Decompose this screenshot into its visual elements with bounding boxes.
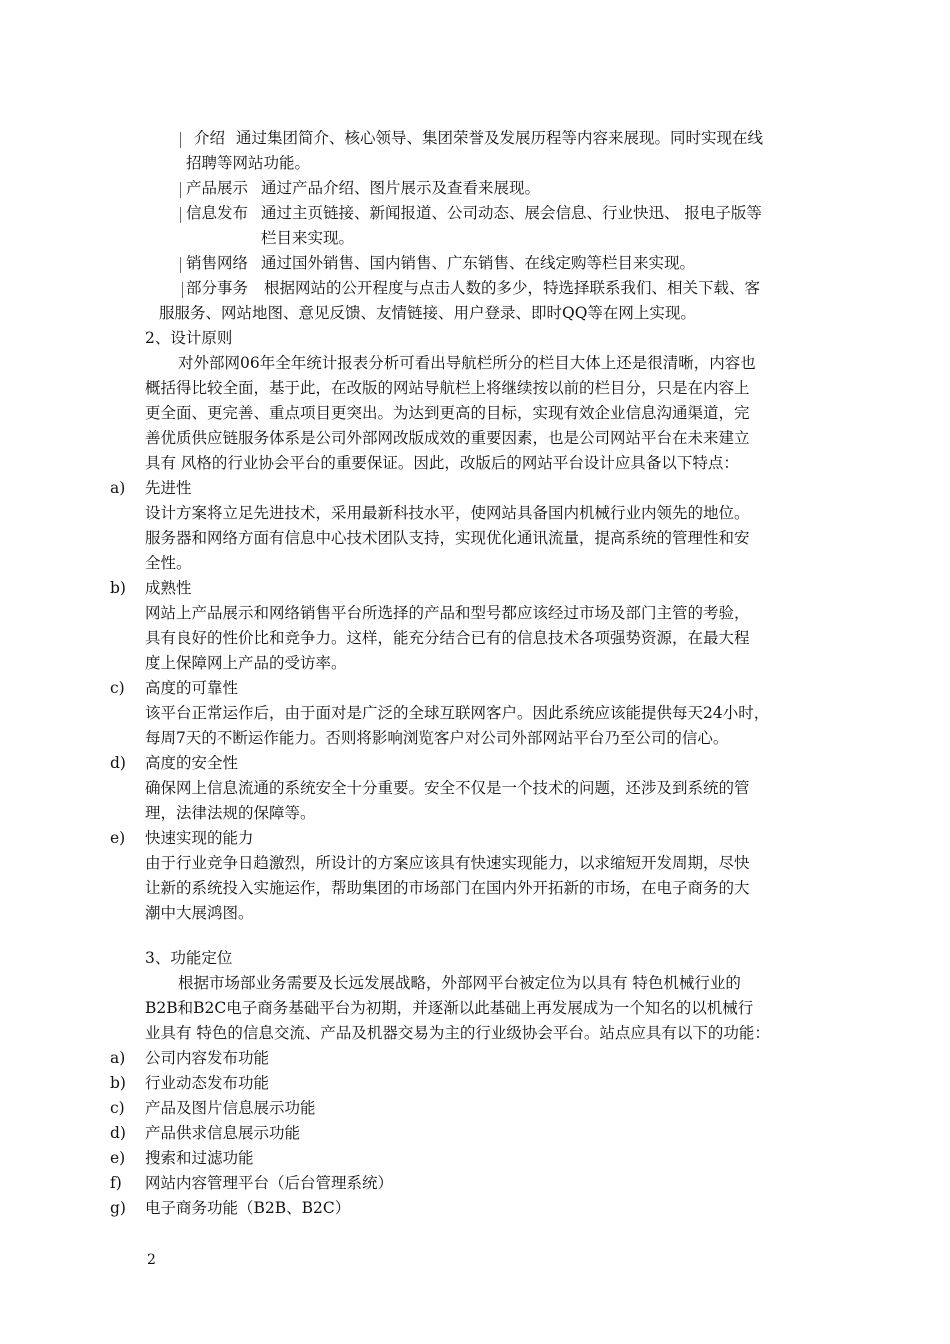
paragraph-line: 该平台正常运作后，由于面对是广泛的全球互联网客户。因此系统应该能提供每天24小时， — [145, 704, 770, 722]
list-item: 公司内容发布功能 — [145, 1049, 270, 1067]
list-marker: g) — [110, 1199, 126, 1217]
module-description: 服服务、网站地图、意见反馈、友情链接、用户登录、即时QQ等在网上实现。 — [159, 304, 696, 322]
list-item-title: 快速实现的能力 — [145, 829, 254, 847]
list-marker: b) — [110, 579, 126, 597]
module-marker — [180, 132, 181, 148]
paragraph-line: 度上保障网上产品的受访率。 — [145, 654, 347, 672]
module-marker — [182, 282, 183, 298]
paragraph-line: 服务器和网络方面有信息中心技术团队支持，实现优化通讯流量，提高系统的管理性和安 — [145, 529, 750, 547]
list-marker: a) — [110, 1049, 126, 1067]
paragraph-line: 全性。 — [145, 554, 192, 572]
module-description: 根据网站的公开程度与点击人数的多少，特选择联系我们、相关下载、客 — [264, 279, 761, 297]
module-marker — [180, 207, 181, 223]
module-description: 通过国外销售、国内销售、广东销售、在线定购等栏目来实现。 — [261, 254, 696, 272]
list-item: 电子商务功能（B2B、B2C） — [145, 1199, 351, 1217]
list-marker: c) — [110, 679, 125, 697]
list-item-title: 先进性 — [145, 479, 192, 497]
module-description: 通过产品介绍、图片展示及查看来展现。 — [261, 179, 541, 197]
section-heading: 3、功能定位 — [145, 949, 233, 967]
paragraph-line: 根据市场部业务需要及长远发展战略，外部网平台被定位为以具有 特色机械行业的 — [178, 974, 741, 992]
paragraph-line: 对外部网06年全年统计报表分析可看出导航栏所分的栏目大体上还是很清晰，内容也 — [178, 354, 756, 372]
paragraph-line: 具有良好的性价比和竞争力。这样，能充分结合已有的信息技术各项强势资源，在最大程 — [145, 629, 750, 647]
list-marker: d) — [110, 754, 126, 772]
paragraph-line: 善优质供应链服务体系是公司外部网改版成效的重要因素，也是公司网站平台在未来建立 — [145, 429, 750, 447]
module-label: 销售网络 — [186, 254, 249, 272]
list-marker: b) — [110, 1074, 126, 1092]
paragraph-line: 由于行业竞争日趋激烈，所设计的方案应该具有快速实现能力，以求缩短开发周期，尽快 — [145, 854, 750, 872]
list-item-title: 高度的可靠性 — [145, 679, 239, 697]
paragraph-line: 更全面、更完善、重点项目更突出。为达到更高的目标，实现有效企业信息沟通渠道，完 — [145, 404, 750, 422]
module-description: 招聘等网站功能。 — [186, 154, 311, 172]
paragraph-line: 确保网上信息流通的系统安全十分重要。安全不仅是一个技术的问题，还涉及到系统的管 — [145, 779, 750, 797]
list-item: 搜索和过滤功能 — [145, 1149, 254, 1167]
list-item: 产品及图片信息展示功能 — [145, 1099, 316, 1117]
module-label: 产品展示 — [186, 179, 249, 197]
module-label: 信息发布 — [186, 204, 249, 222]
paragraph-line: 让新的系统投入实施运作，帮助集团的市场部门在国内外开拓新的市场，在电子商务的大 — [145, 879, 750, 897]
list-marker: c) — [110, 1099, 125, 1117]
paragraph-line: 每周7天的不断运作能力。否则将影响浏览客户对公司外部网站平台乃至公司的信心。 — [145, 729, 729, 747]
list-item: 产品供求信息展示功能 — [145, 1124, 301, 1142]
paragraph-line: 潮中大展鸿图。 — [145, 904, 254, 922]
paragraph-line: 概括得比较全面，基于此，在改版的网站导航栏上将继续按以前的栏目分，只是在内容上 — [145, 379, 750, 397]
paragraph-line: 业具有 特色的信息交流、产品及机器交易为主的行业级协会平台。站点应具有以下的功能： — [145, 1024, 770, 1042]
page-number: 2 — [147, 1252, 156, 1268]
module-description: 通过集团简介、核心领导、集团荣誉及发展历程等内容来展现。同时实现在线 — [236, 129, 764, 147]
list-marker: d) — [110, 1124, 126, 1142]
list-item: 行业动态发布功能 — [145, 1074, 270, 1092]
module-label: 部分事务 — [186, 279, 249, 297]
list-marker: e) — [110, 829, 126, 847]
module-description: 通过主页链接、新闻报道、公司动态、展会信息、行业快迅、 报电子版等 — [261, 204, 762, 222]
paragraph-line: 具有 风格的行业协会平台的重要保证。因此，改版后的网站平台设计应具备以下特点： — [145, 454, 739, 472]
list-item-title: 成熟性 — [145, 579, 192, 597]
list-marker: f) — [110, 1174, 122, 1192]
module-description: 栏目来实现。 — [261, 229, 355, 247]
module-label: 介绍 — [194, 129, 226, 147]
paragraph-line: 设计方案将立足先进技术，采用最新科技水平，使网站具备国内机械行业内领先的地位。 — [145, 504, 750, 522]
paragraph-line: B2B和B2C电子商务基础平台为初期，并逐渐以此基础上再发展成为一个知名的以机械行 — [145, 999, 754, 1017]
list-marker: a) — [110, 479, 126, 497]
module-marker — [180, 182, 181, 198]
section-heading: 2、设计原则 — [145, 329, 233, 347]
module-marker — [180, 257, 181, 273]
paragraph-line: 网站上产品展示和网络销售平台所选择的产品和型号都应该经过市场及部门主管的考验， — [145, 604, 750, 622]
paragraph-line: 理，法律法规的保障等。 — [145, 804, 316, 822]
list-item-title: 高度的安全性 — [145, 754, 239, 772]
list-marker: e) — [110, 1149, 126, 1167]
list-item: 网站内容管理平台（后台管理系统） — [145, 1174, 394, 1192]
